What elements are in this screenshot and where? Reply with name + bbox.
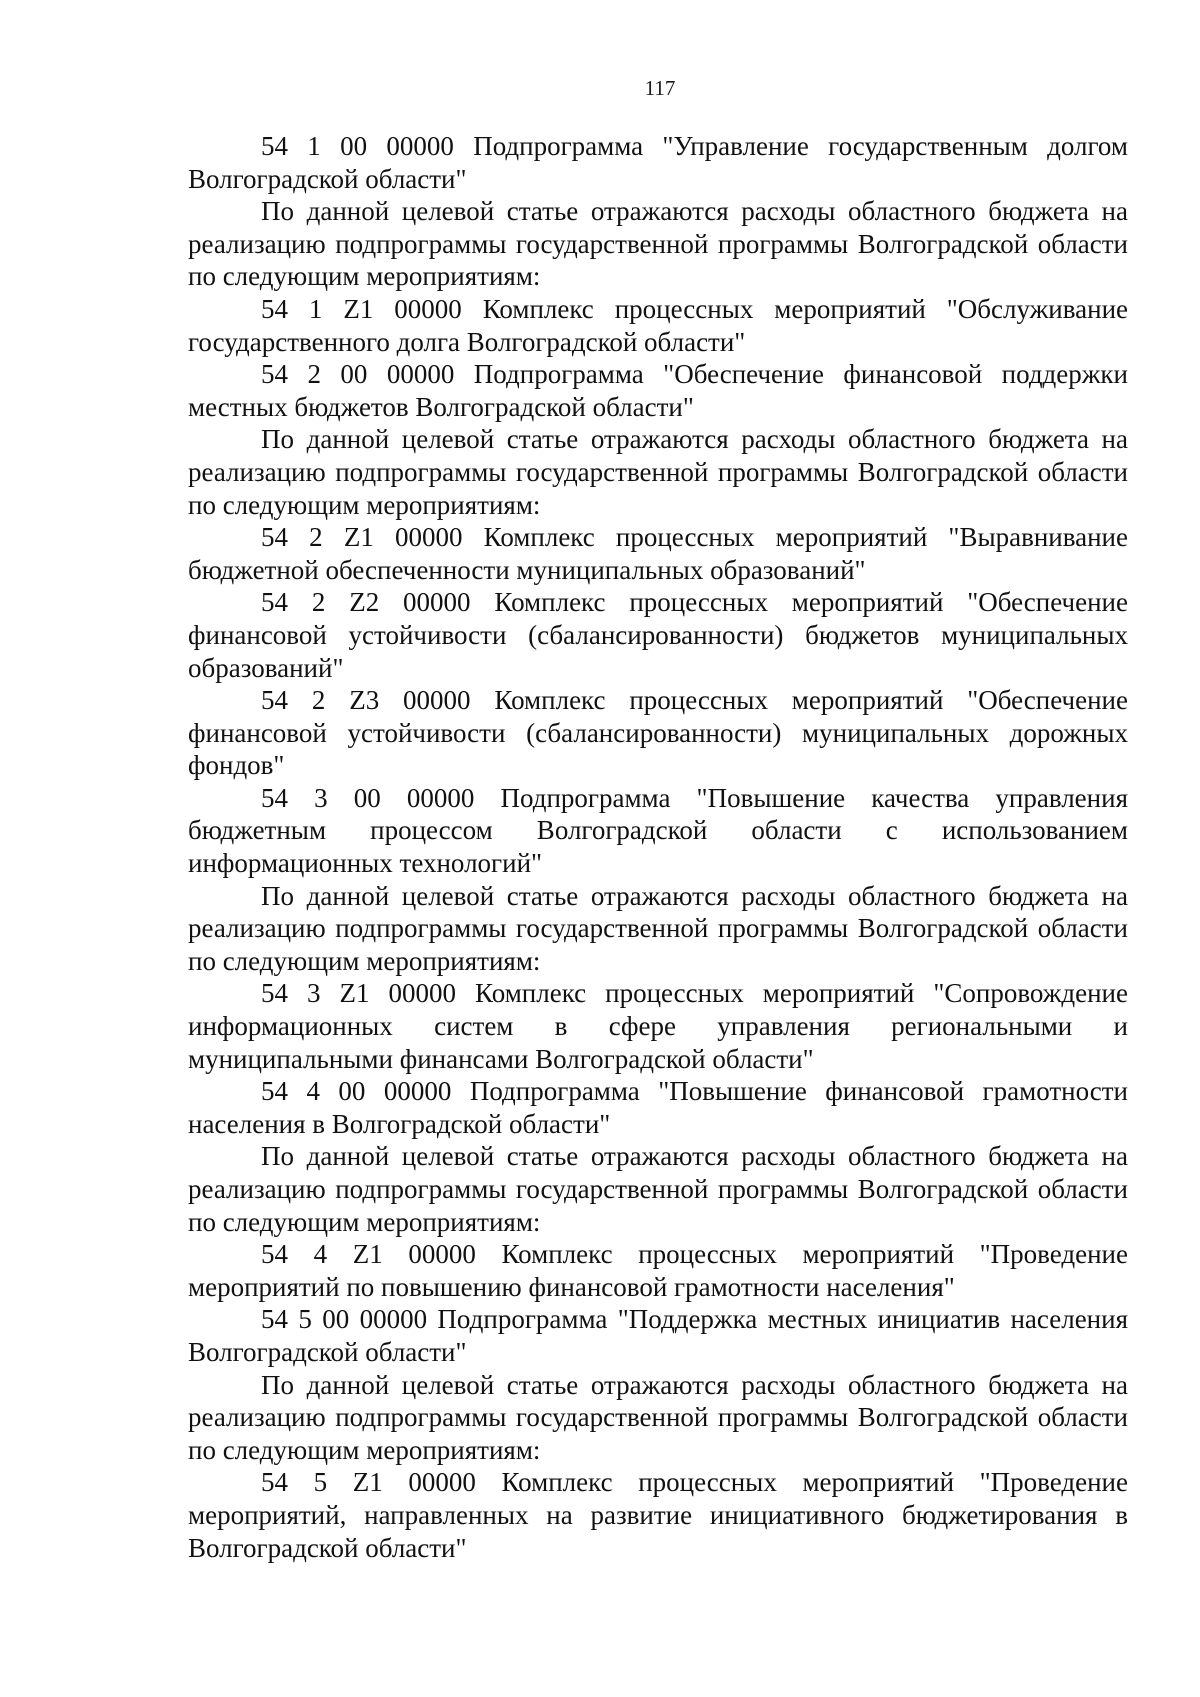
paragraph: 54 2 Z2 00000 Комплекс процессных мероприятий "Обеспечение финансовой устойчивости (сбалансированности) бюджетов муниципальных образований" [188, 587, 1128, 683]
paragraph: По данной целевой статье отражаются расходы областного бюджета на реализацию подпрограммы государственной программы Волгоградской области по следующим мероприятиям: [188, 424, 1128, 520]
paragraph: 54 5 Z1 00000 Комплекс процессных мероприятий "Проведение мероприятий, направленных на развитие инициативного бюджетирования в Волгоградской области" [188, 1467, 1128, 1563]
paragraph: 54 5 00 00000 Подпрограмма "Поддержка местных инициатив населения Волгоградской области" [188, 1304, 1128, 1367]
paragraph: 54 1 00 00000 Подпрограмма "Управление государственным долгом Волгоградской области" [188, 131, 1128, 194]
paragraph: 54 3 Z1 00000 Комплекс процессных мероприятий "Сопровождение информационных систем в сфере управления региональными и муниципальными финансами Волгоградской области" [188, 978, 1128, 1074]
paragraph: 54 2 Z1 00000 Комплекс процессных мероприятий "Выравнивание бюджетной обеспеченности муниципальных образований" [188, 522, 1128, 585]
paragraph: По данной целевой статье отражаются расходы областного бюджета на реализацию подпрограммы государственной программы Волгоградской области по следующим мероприятиям: [188, 196, 1128, 292]
paragraph: 54 4 00 00000 Подпрограмма "Повышение финансовой грамотности населения в Волгоградской области" [188, 1076, 1128, 1139]
paragraph: По данной целевой статье отражаются расходы областного бюджета на реализацию подпрограммы государственной программы Волгоградской области по следующим мероприятиям: [188, 1141, 1128, 1237]
paragraph: По данной целевой статье отражаются расходы областного бюджета на реализацию подпрограммы государственной программы Волгоградской области по следующим мероприятиям: [188, 1369, 1128, 1465]
paragraph: 54 4 Z1 00000 Комплекс процессных мероприятий "Проведение мероприятий по повышению финансовой грамотности населения" [188, 1239, 1128, 1302]
page-number: 117 [644, 76, 676, 100]
paragraph: 54 1 Z1 00000 Комплекс процессных мероприятий "Обслуживание государственного долга Волгоградской области" [188, 293, 1128, 357]
document-body [188, 130, 1128, 1564]
paragraph: 54 3 00 00000 Подпрограмма "Повышение качества управления бюджетным процессом Волгоградской области с использованием информационных технологий" [188, 782, 1128, 879]
paragraph: 54 2 00 00000 Подпрограмма "Обеспечение финансовой поддержки местных бюджетов Волгоградской области" [188, 359, 1128, 422]
paragraph: По данной целевой статье отражаются расходы областного бюджета на реализацию подпрограммы государственной программы Волгоградской области по следующим мероприятиям: [188, 880, 1128, 976]
paragraph: 54 2 Z3 00000 Комплекс процессных мероприятий "Обеспечение финансовой устойчивости (сбалансированности) муниципальных дорожных фондов" [188, 685, 1128, 781]
